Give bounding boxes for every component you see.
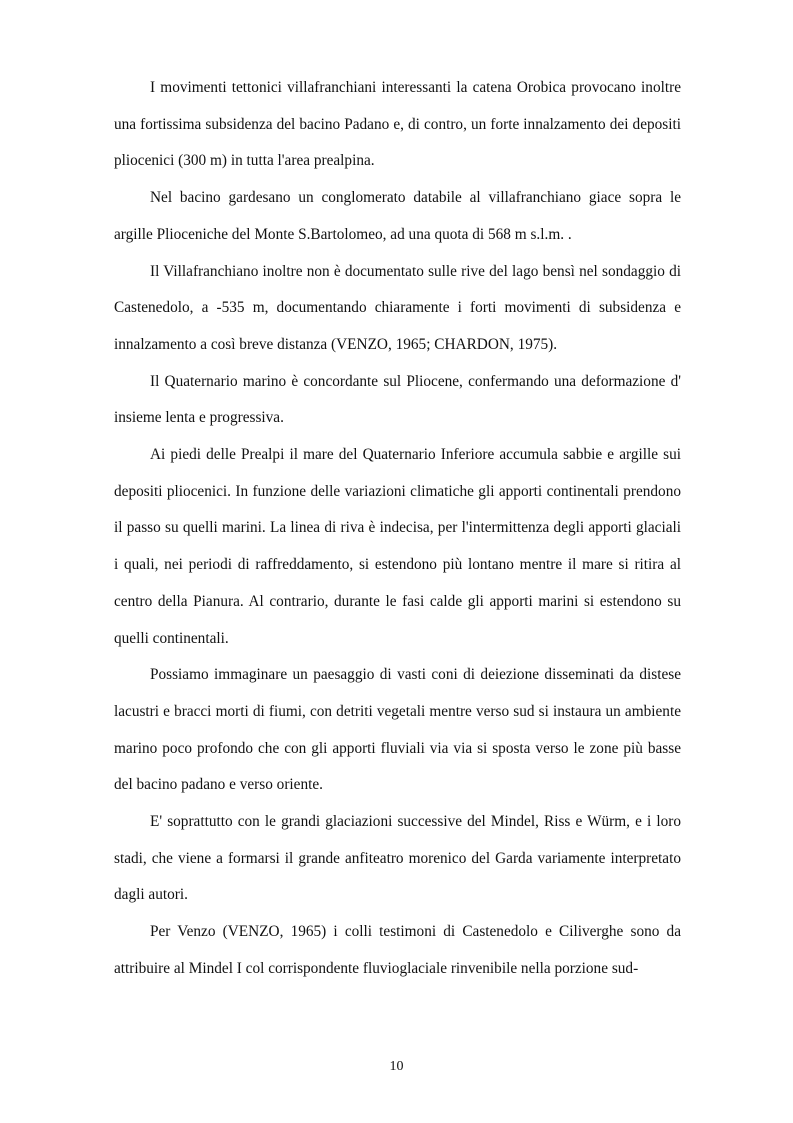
body-text [114, 70, 681, 988]
paragraph-2: Nel bacino gardesano un conglomerato databile al villafranchiano giace sopra le argille Plioceniche del Monte S.Bartolomeo, ad una quota di 568 m s.l.m. . [114, 189, 681, 243]
paragraph-6: Possiamo immaginare un paesaggio di vasti coni di deiezione disseminati da distese lacustri e bracci morti di fiumi, con detriti vegetali mentre verso sud si instaura un ambiente marino poco profondo che con gli apporti fluviali via via si sposta verso le zone più basse del bacino padano e verso oriente. [114, 666, 681, 794]
paragraph-3: Il Villafranchiano inoltre non è documentato sulle rive del lago bensì nel sondaggio di Castenedolo, a -535 m, documentando chiaramente i forti movimenti di subsidenza e innalzamento a così breve distanza (VENZO, 1965; CHARDON, 1975). [114, 262, 681, 353]
paragraph-5: Ai piedi delle Prealpi il mare del Quaternario Inferiore accumula sabbie e argille sui depositi pliocenici. In funzione delle variazioni climatiche gli apporti continentali prendono il passo su quelli marini. La linea di riva è indecisa, per l'intermittenza degli apporti glaciali i quali, nei periodi di raffreddamento, si estendono più lontano mentre il mare si ritira al centro della Pianura. Al contrario, durante le fasi calde gli apporti marini si estendono su quelli continentali. [114, 446, 681, 647]
paragraph-7: E' soprattutto con le grandi glaciazioni successive del Mindel, Riss e Würm, e i loro stadi, che viene a formarsi il grande anfiteatro morenico del Garda variamente interpretato dagli autori. [114, 813, 681, 904]
paragraph-8: Per Venzo (VENZO, 1965) i colli testimoni di Castenedolo e Ciliverghe sono da attribuire al Mindel I col corrispondente fluvioglaciale rinvenibile nella porzione sud- [114, 923, 681, 977]
page-number: 10 [389, 1059, 404, 1074]
paragraph-1: I movimenti tettonici villafranchiani interessanti la catena Orobica provocano inoltre una fortissima subsidenza del bacino Padano e, di contro, un forte innalzamento dei depositi pliocenici (300 m) in tutta l'area prealpina. [114, 79, 681, 170]
paragraph-4: Il Quaternario marino è concordante sul Pliocene, confermando una deformazione d' insieme lenta e progressiva. [114, 372, 681, 427]
